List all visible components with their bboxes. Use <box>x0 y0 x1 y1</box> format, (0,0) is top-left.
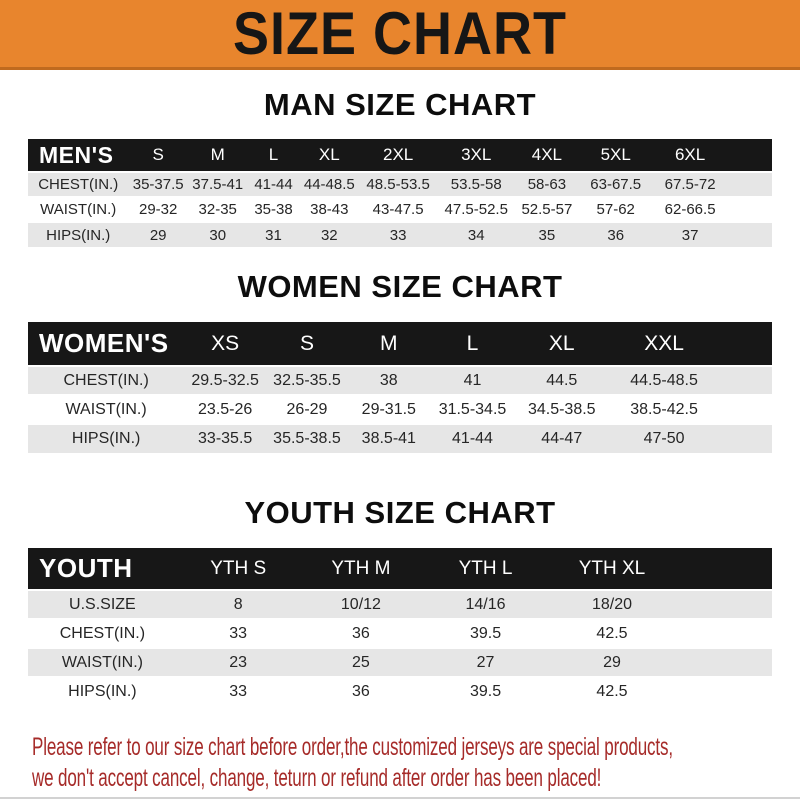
section-man-size-chart <box>0 87 800 247</box>
table-row <box>28 424 772 453</box>
size-header-cell: XL <box>300 139 360 172</box>
size-value-cell: 29.5-32.5 <box>184 366 266 395</box>
disclaimer <box>0 732 800 794</box>
size-value-cell: 30 <box>188 222 248 247</box>
size-chart-banner <box>0 0 800 70</box>
size-header-cell: S <box>128 139 188 172</box>
row-label: HIPS(IN.) <box>28 677 177 706</box>
size-header-cell: XXL <box>608 322 720 366</box>
size-value-cell: 36 <box>579 222 653 247</box>
size-header-cell: YTH XL <box>549 548 675 590</box>
size-value-cell: 34.5-38.5 <box>515 395 608 424</box>
size-value-cell: 34 <box>437 222 515 247</box>
disclaimer-line: Please refer to our size chart before order,the customized jerseys are special products, <box>32 733 673 761</box>
row-label: CHEST(IN.) <box>28 619 177 648</box>
size-value-cell: 57-62 <box>579 197 653 222</box>
spacer-cell <box>720 366 772 395</box>
size-value-cell: 67.5-72 <box>653 172 727 197</box>
size-value-cell: 35.5-38.5 <box>266 424 348 453</box>
spacer-cell <box>727 139 772 172</box>
table-corner-label: WOMEN'S <box>28 322 184 366</box>
section-youth-size-chart <box>0 495 800 706</box>
spacer-cell <box>675 677 772 706</box>
size-value-cell: 47-50 <box>608 424 720 453</box>
women-size-table-host <box>0 322 800 453</box>
spacer-cell <box>720 322 772 366</box>
size-value-cell: 36 <box>300 619 423 648</box>
table-header-row <box>28 548 772 590</box>
size-value-cell: 38 <box>348 366 430 395</box>
size-value-cell: 32 <box>300 222 360 247</box>
size-value-cell: 14/16 <box>422 590 548 619</box>
size-table <box>28 322 772 453</box>
size-value-cell: 38.5-42.5 <box>608 395 720 424</box>
table-header-row <box>28 139 772 172</box>
size-header-cell: YTH S <box>177 548 300 590</box>
spacer-cell <box>720 395 772 424</box>
size-value-cell: 47.5-52.5 <box>437 197 515 222</box>
size-header-cell: 2XL <box>359 139 437 172</box>
table-row <box>28 366 772 395</box>
size-value-cell: 52.5-57 <box>515 197 578 222</box>
size-header-cell: XL <box>515 322 608 366</box>
spacer-cell <box>720 424 772 453</box>
size-value-cell: 35-38 <box>247 197 299 222</box>
youth-size-table-host <box>0 548 800 706</box>
row-label: CHEST(IN.) <box>28 366 184 395</box>
section-heading: YOUTH SIZE CHART <box>244 495 556 530</box>
size-value-cell: 27 <box>422 648 548 677</box>
table-corner-label: MEN'S <box>28 139 128 172</box>
size-value-cell: 35 <box>515 222 578 247</box>
size-value-cell: 37 <box>653 222 727 247</box>
size-value-cell: 43-47.5 <box>359 197 437 222</box>
table-header-row <box>28 322 772 366</box>
spacer-cell <box>727 172 772 197</box>
size-header-cell: M <box>188 139 248 172</box>
size-value-cell: 35-37.5 <box>128 172 188 197</box>
section-heading: WOMEN SIZE CHART <box>237 269 563 304</box>
size-value-cell: 25 <box>300 648 423 677</box>
size-value-cell: 31.5-34.5 <box>430 395 516 424</box>
size-value-cell: 32.5-35.5 <box>266 366 348 395</box>
size-value-cell: 48.5-53.5 <box>359 172 437 197</box>
size-value-cell: 44.5 <box>515 366 608 395</box>
spacer-cell <box>675 590 772 619</box>
size-header-cell: 4XL <box>515 139 578 172</box>
section-women-size-chart <box>0 269 800 453</box>
size-value-cell: 23.5-26 <box>184 395 266 424</box>
size-value-cell: 44.5-48.5 <box>608 366 720 395</box>
size-header-cell: 6XL <box>653 139 727 172</box>
banner-title: SIZE CHART <box>233 0 567 68</box>
size-header-cell: M <box>348 322 430 366</box>
size-value-cell: 38.5-41 <box>348 424 430 453</box>
table-row <box>28 197 772 222</box>
size-header-cell: L <box>430 322 516 366</box>
size-value-cell: 18/20 <box>549 590 675 619</box>
table-row <box>28 619 772 648</box>
size-value-cell: 10/12 <box>300 590 423 619</box>
size-value-cell: 32-35 <box>188 197 248 222</box>
size-value-cell: 31 <box>247 222 299 247</box>
spacer-cell <box>727 197 772 222</box>
size-header-cell: 5XL <box>579 139 653 172</box>
size-value-cell: 33 <box>359 222 437 247</box>
size-value-cell: 41-44 <box>430 424 516 453</box>
size-value-cell: 33 <box>177 619 300 648</box>
size-value-cell: 33-35.5 <box>184 424 266 453</box>
row-label: WAIST(IN.) <box>28 648 177 677</box>
size-value-cell: 37.5-41 <box>188 172 248 197</box>
row-label: HIPS(IN.) <box>28 222 128 247</box>
table-row <box>28 648 772 677</box>
spacer-cell <box>727 222 772 247</box>
size-value-cell: 63-67.5 <box>579 172 653 197</box>
size-value-cell: 39.5 <box>422 619 548 648</box>
size-value-cell: 29 <box>549 648 675 677</box>
row-label: U.S.SIZE <box>28 590 177 619</box>
section-heading: MAN SIZE CHART <box>263 87 537 122</box>
size-value-cell: 58-63 <box>515 172 578 197</box>
table-row <box>28 222 772 247</box>
row-label: CHEST(IN.) <box>28 172 128 197</box>
size-header-cell: L <box>247 139 299 172</box>
size-value-cell: 8 <box>177 590 300 619</box>
size-value-cell: 39.5 <box>422 677 548 706</box>
table-row <box>28 395 772 424</box>
size-value-cell: 41 <box>430 366 516 395</box>
size-value-cell: 62-66.5 <box>653 197 727 222</box>
size-value-cell: 29-31.5 <box>348 395 430 424</box>
size-value-cell: 29-32 <box>128 197 188 222</box>
size-value-cell: 53.5-58 <box>437 172 515 197</box>
size-table <box>28 139 772 247</box>
size-header-cell: YTH M <box>300 548 423 590</box>
size-header-cell: XS <box>184 322 266 366</box>
size-header-cell: 3XL <box>437 139 515 172</box>
size-value-cell: 42.5 <box>549 619 675 648</box>
bottom-divider <box>0 797 800 799</box>
size-table <box>28 548 772 706</box>
row-label: WAIST(IN.) <box>28 395 184 424</box>
row-label: HIPS(IN.) <box>28 424 184 453</box>
spacer-cell <box>675 619 772 648</box>
spacer-cell <box>675 648 772 677</box>
size-value-cell: 44-47 <box>515 424 608 453</box>
row-label: WAIST(IN.) <box>28 197 128 222</box>
size-value-cell: 33 <box>177 677 300 706</box>
size-value-cell: 29 <box>128 222 188 247</box>
size-header-cell: YTH L <box>422 548 548 590</box>
table-row <box>28 677 772 706</box>
size-value-cell: 23 <box>177 648 300 677</box>
size-value-cell: 36 <box>300 677 423 706</box>
table-row <box>28 172 772 197</box>
table-row <box>28 590 772 619</box>
size-value-cell: 26-29 <box>266 395 348 424</box>
man-size-table-host <box>0 139 800 247</box>
spacer-cell <box>675 548 772 590</box>
size-header-cell: S <box>266 322 348 366</box>
size-value-cell: 44-48.5 <box>300 172 360 197</box>
size-value-cell: 41-44 <box>247 172 299 197</box>
size-value-cell: 42.5 <box>549 677 675 706</box>
size-value-cell: 38-43 <box>300 197 360 222</box>
table-corner-label: YOUTH <box>28 548 177 590</box>
disclaimer-line: we don't accept cancel, change, teturn or refund after order has been placed! <box>32 764 602 792</box>
